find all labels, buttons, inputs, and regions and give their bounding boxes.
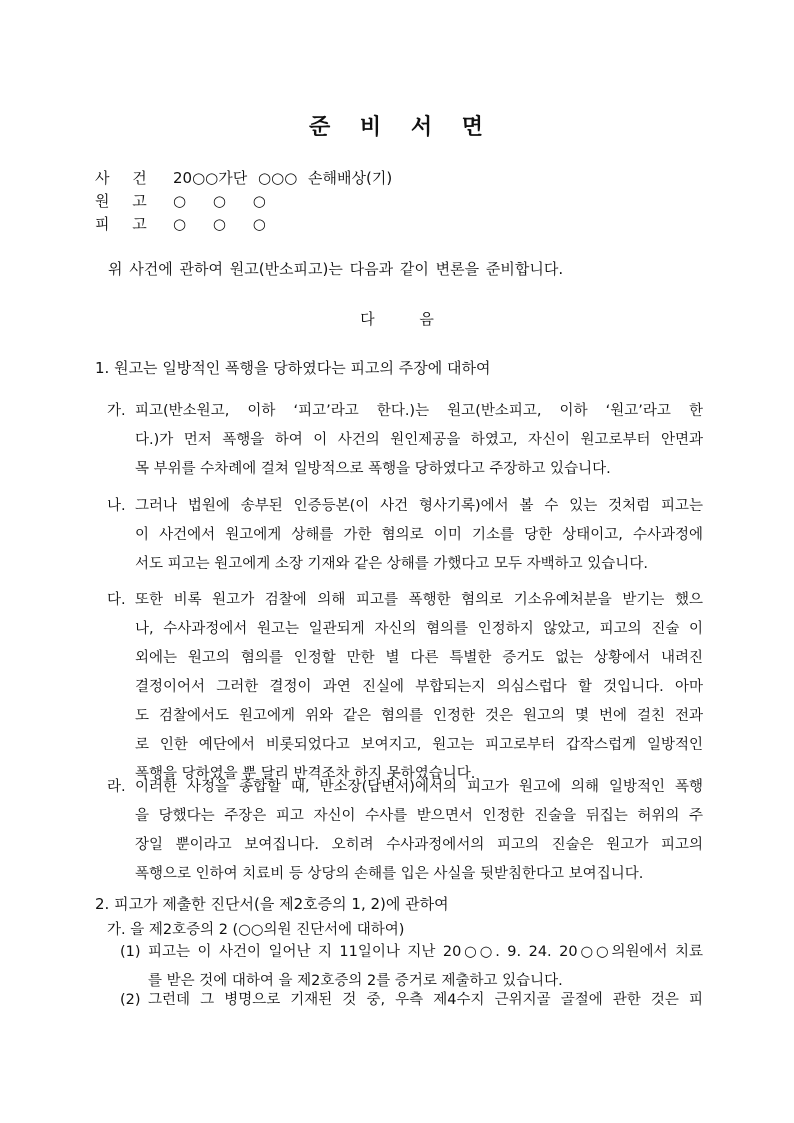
section1-heading: 1. 원고는 일방적인 폭행을 당하였다는 피고의 주장에 대하여 <box>95 359 491 377</box>
section1-item-na <box>107 492 703 579</box>
item-line: 피고는 이 사건이 일어난 지 11일이나 지난 20○○. 9. 24. 20○○의원에서 치료 <box>148 944 703 960</box>
item-marker: (1) <box>120 944 141 960</box>
section2-subheading: 가. 을 제2호증의 2 (○○의원 진단서에 대하여) <box>107 922 405 938</box>
item-marker: 라. <box>107 779 126 795</box>
item-line: 서도 피고는 원고에게 소장 기재와 같은 상해를 가했다고 모두 자백하고 있습니다. <box>135 556 648 572</box>
item-line: 로 인한 예단에서 비롯되었다고 보여지고, 원고는 피고로부터 갑작스럽게 일방적인 <box>135 737 703 753</box>
case-value: 20○○가단 ○○○ 손해배상(기) <box>173 169 393 187</box>
item-marker: (2) <box>120 992 141 1008</box>
intro-paragraph: 위 사건에 관하여 원고(반소피고)는 다음과 같이 변론을 준비합니다. <box>108 260 564 278</box>
item-line: 폭행으로 인하여 치료비 등 상당의 손해를 입은 사실을 뒷받침한다고 보여집니다. <box>135 866 644 882</box>
item-line: 폭행을 당하였을 뿐 달리 반격조차 하지 못하였습니다. <box>135 766 476 782</box>
section1-item-ra <box>107 773 703 889</box>
section1-item-ga <box>107 397 703 484</box>
item-line: 을 당했다는 주장은 피고 자신이 수사를 받으면서 인정한 진술을 뒤집는 허위의 주 <box>135 808 703 824</box>
item-marker: 가. <box>107 403 126 419</box>
item-line: 도 검찰에서도 원고에게 위와 같은 혐의를 인정한 것은 원고의 몇 번에 걸친 전과 <box>135 708 703 724</box>
item-line: 그런데 그 병명으로 기재된 것 중, 우측 제4수지 근위지골 골절에 관한 것은 피 <box>148 992 703 1008</box>
defendant-value: ○ ○ ○ <box>173 215 266 233</box>
plaintiff-value: ○ ○ ○ <box>173 192 266 210</box>
case-row-plaintiff <box>95 189 266 213</box>
item-line: 다.)가 먼저 폭행을 하여 이 사건의 원인제공을 하였고, 자신이 원고로부터 안면과 <box>135 432 703 448</box>
section1-item-da <box>107 586 703 789</box>
item-line: 목 부위를 수차례에 걸쳐 일방적으로 폭행을 당하였다고 주장하고 있습니다. <box>135 461 611 477</box>
item-line: 결정이어서 그러한 결정이 과연 진실에 부합되는지 의심스럽다 할 것입니다. 아마 <box>135 679 703 695</box>
defendant-label: 피 고 <box>95 215 147 233</box>
item-line: 를 받은 것에 대하여 을 제2호증의 2를 증거로 제출하고 있습니다. <box>148 973 563 989</box>
case-row-defendant <box>95 212 266 236</box>
case-label: 사 건 <box>95 169 147 187</box>
item-marker: 나. <box>107 498 126 514</box>
item-line: 이 사건에서 원고에게 상해를 가한 혐의로 이미 기소를 당한 상태이고, 수사과정에 <box>135 527 703 543</box>
center-heading: 다 음 <box>360 310 434 328</box>
document-title: 준 비 서 면 <box>309 115 485 140</box>
plaintiff-label: 원 고 <box>95 192 147 210</box>
section2-item-2 <box>120 986 703 1015</box>
item-line: 나, 수사과정에서 원고는 일관되게 자신의 혐의를 인정하지 않았고, 피고의 진술 이 <box>135 621 703 637</box>
item-line: 장일 뿐이라고 보여집니다. 오히려 수사과정에서의 피고의 진술은 원고가 피고의 <box>135 837 703 853</box>
item-line: 피고(반소원고, 이하 ‘피고’라고 한다.)는 원고(반소피고, 이하 ‘원고’라고 한 <box>135 403 703 419</box>
case-row-case <box>95 166 392 190</box>
item-line: 또한 비록 원고가 검찰에 의해 피고를 폭행한 혐의로 기소유예처분을 받기는 했으 <box>135 592 703 608</box>
section2-heading: 2. 피고가 제출한 진단서(을 제2호증의 1, 2)에 관하여 <box>95 895 449 913</box>
item-marker: 다. <box>107 592 126 608</box>
item-line: 외에는 원고의 혐의를 인정할 만한 별 다른 특별한 증거도 없는 상황에서 내려진 <box>135 650 703 666</box>
item-line: 그러나 법원에 송부된 인증등본(이 사건 형사기록)에서 볼 수 있는 것처럼 피고는 <box>135 498 703 514</box>
item-line: 이러한 사정을 종합할 때, 반소장(답변서)에서의 피고가 원고에 의해 일방적인 폭행 <box>135 779 703 795</box>
